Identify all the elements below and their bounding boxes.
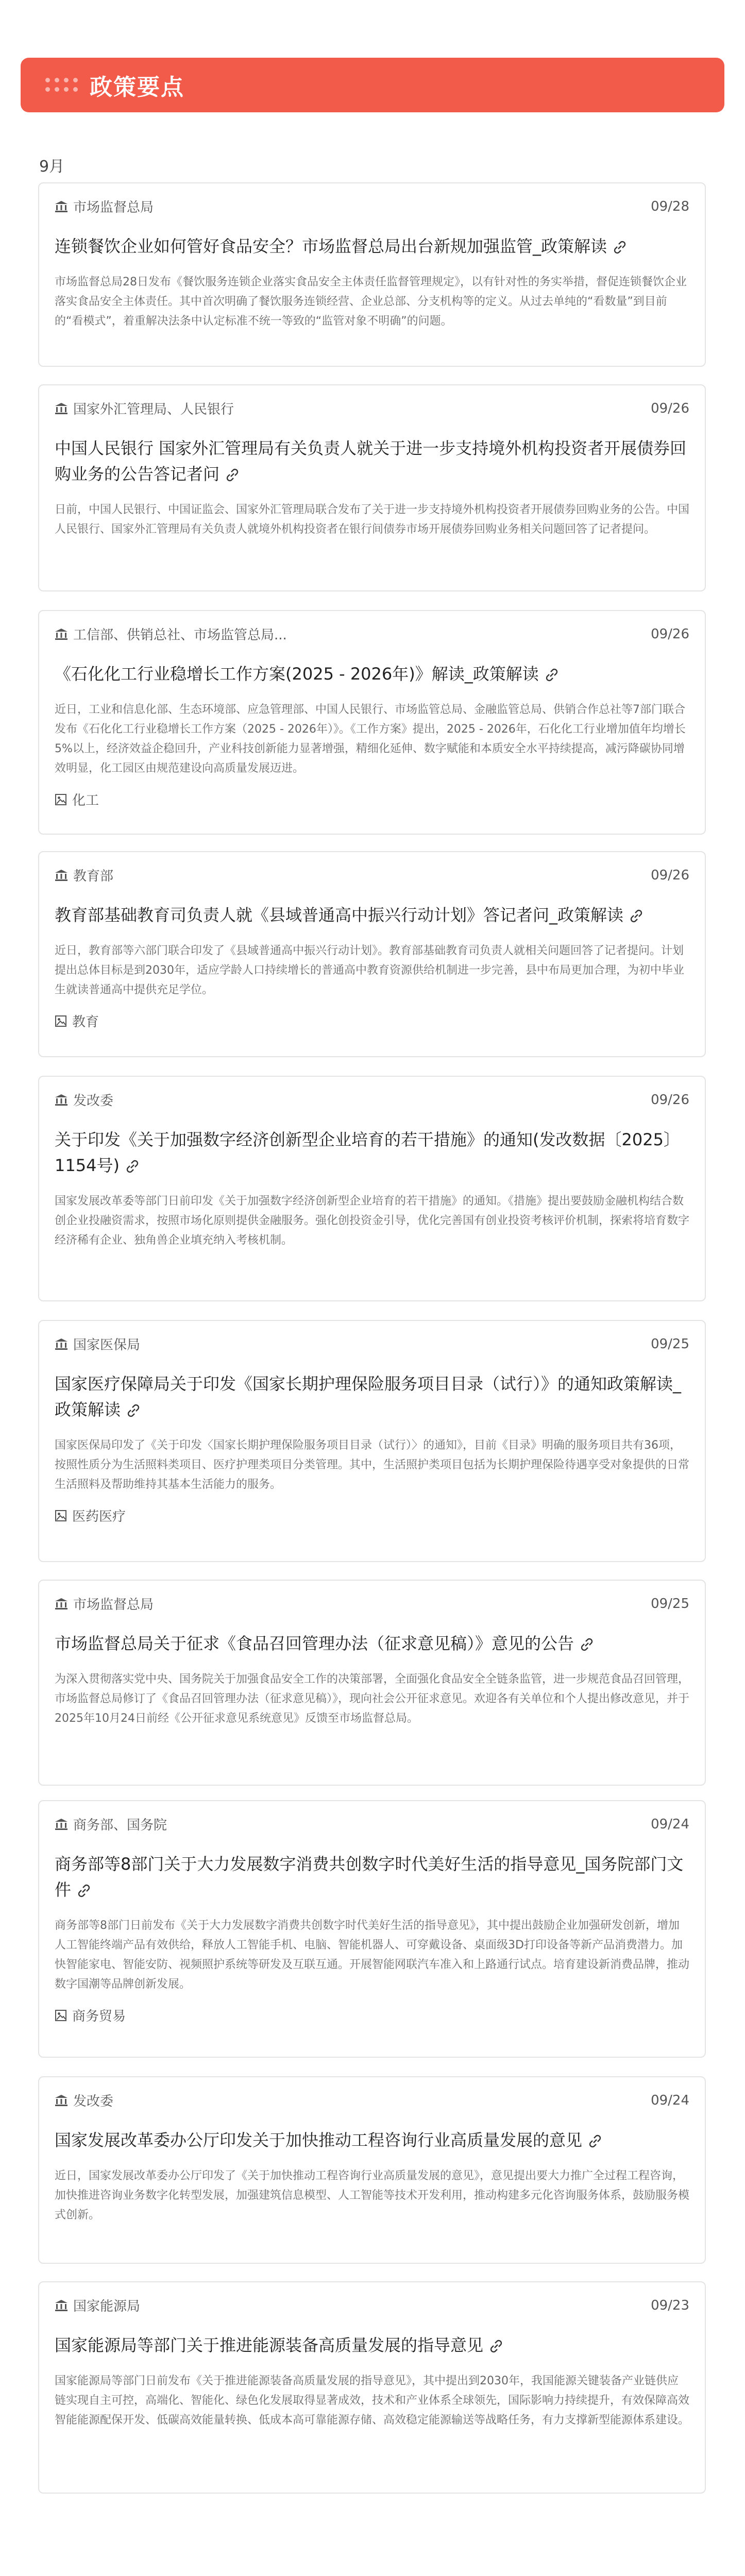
policy-card[interactable] bbox=[38, 1580, 706, 1786]
card-title-link[interactable] bbox=[55, 661, 689, 687]
link-icon[interactable] bbox=[544, 667, 560, 683]
card-title-link[interactable] bbox=[55, 2332, 689, 2358]
card-title-link[interactable] bbox=[55, 1631, 689, 1656]
link-icon[interactable] bbox=[488, 2338, 504, 2354]
policy-card[interactable] bbox=[38, 1076, 706, 1301]
card-summary: 国家医保局印发了《关于印发〈国家长期护理保险服务项目目录（试行）〉的通知》，目前《目录》明确的服务项目共有36项，按照性质分为生活照料类项目、医疗护理类项目分类管理。其中，生活照护类项目包括为长期护理保险待遇享受对象提供的日常生活照料及帮助维持其基本生活能力的服务。 bbox=[55, 1439, 690, 1491]
card-source: 国家医保局 bbox=[73, 1337, 141, 1353]
policy-card[interactable] bbox=[38, 2281, 706, 2494]
banner-dots-decoration bbox=[45, 76, 81, 94]
policy-card[interactable] bbox=[38, 2076, 706, 2264]
card-source: 国家能源局 bbox=[73, 2299, 141, 2314]
card-date: 09/24 bbox=[651, 2092, 689, 2108]
month-label: 9月 bbox=[39, 158, 65, 176]
card-title-link[interactable] bbox=[55, 1851, 689, 1903]
card-source: 商务部、国务院 bbox=[73, 1818, 167, 1833]
card-industry-tag[interactable] bbox=[55, 2006, 689, 2025]
card-summary: 近日，教育部等六部门联合印发了《县域普通高中振兴行动计划》。教育部基础教育司负责人就相关问题回答了记者提问。计划提出总体目标是到2030年，适应学龄人口持续增长的普通高中教育资源供给机制进一步完善，县中布局更加合理，为初中毕业生就读普通高中提供充足学位。 bbox=[55, 944, 684, 996]
card-title-text: 国家医疗保障局关于印发《国家长期护理保险服务项目目录（试行）》的通知政策解读_政策解读 bbox=[55, 1374, 682, 1419]
card-summary: 日前，中国人民银行、中国证监会、国家外汇管理局联合发布了关于进一步支持境外机构投资者开展债券回购业务的公告。中国人民银行、国家外汇管理局有关负责人就境外机构投资者在银行间债券市场开展债券回购业务相关问题回答了记者提问。 bbox=[55, 503, 690, 536]
card-summary: 近日，国家发展改革委办公厅印发了《关于加快推动工程咨询行业高质量发展的意见》，意见提出要大力推广全过程工程咨询，加快推进咨询业务数字化转型发展，加强建筑信息模型、人工智能等技术开发利用，推动构建多元化咨询服务体系，鼓励服务模式创新。 bbox=[55, 2170, 690, 2222]
card-title-link[interactable] bbox=[55, 1127, 689, 1178]
card-title-text: 教育部基础教育司负责人就《县域普通高中振兴行动计划》答记者问_政策解读 bbox=[55, 905, 624, 925]
card-source: 国家外汇管理局、人民银行 bbox=[73, 402, 234, 417]
card-industry-tag[interactable] bbox=[55, 790, 689, 809]
link-icon[interactable] bbox=[612, 240, 628, 255]
card-summary: 为深入贯彻落实党中央、国务院关于加强食品安全工作的决策部署，全面强化食品安全全链条监管，进一步规范食品召回管理，市场监督总局修订了《食品召回管理办法（征求意见稿）》，现向社会公开征求意见。欢迎各有关单位和个人提出修改意见，并于2025年10月24日前经《公开征求意见系统意见》反馈至市场监督总局。 bbox=[55, 1673, 690, 1725]
card-date: 09/28 bbox=[651, 198, 689, 214]
card-industry-tag[interactable] bbox=[55, 1011, 689, 1030]
card-title-link[interactable] bbox=[55, 233, 689, 259]
card-title-text: 国家发展改革委办公厅印发关于加快推动工程咨询行业高质量发展的意见 bbox=[55, 2130, 583, 2150]
bank-icon bbox=[55, 2299, 68, 2312]
policy-card[interactable] bbox=[38, 1320, 706, 1562]
card-date: 09/25 bbox=[651, 1596, 689, 1612]
tag-icon bbox=[55, 1510, 67, 1522]
card-title-text: 连锁餐饮企业如何管好食品安全？市场监督总局出台新规加强监管_政策解读 bbox=[55, 236, 607, 256]
card-source: 市场监督总局 bbox=[73, 200, 154, 215]
tag-icon bbox=[55, 793, 67, 806]
card-summary: 商务部等8部门日前发布《关于大力发展数字消费共创数字时代美好生活的指导意见》，其中提出鼓励企业加强研发创新，增加人工智能终端产品有效供给，释放人工智能手机、电脑、智能机器人、可穿戴设备、桌面级3D打印设备等新产品消费潜力。加快智能家电、智能安防、视频照护系统等研发及互联互通。开展智能网联汽车准入和上路通行试点。培育建设新消费品牌，推动数字国潮等品牌创新发展。 bbox=[55, 1919, 690, 1991]
policy-card[interactable] bbox=[38, 1800, 706, 2058]
card-title-link[interactable] bbox=[55, 435, 689, 487]
page-title: 政策要点 bbox=[90, 74, 184, 100]
card-tag-label: 医药医疗 bbox=[72, 1509, 126, 1524]
bank-icon bbox=[55, 628, 68, 640]
card-title-text: 《石化化工行业稳增长工作方案(2025 - 2026年)》解读_政策解读 bbox=[55, 664, 539, 684]
link-icon[interactable] bbox=[629, 908, 644, 924]
bank-icon bbox=[55, 869, 68, 882]
card-summary: 国家能源局等部门日前发布《关于推进能源装备高质量发展的指导意见》，其中提出到2030年，我国能源关键装备产业链供应链实现自主可控，高端化、智能化、绿色化发展取得显著成效，技术和产业体系全球领先，国际影响力持续提升，有效保障高效智能能源配保开发、低碳高效能量转换、低成本高可靠能源存储、高效稳定能源输送等战略任务，有力支撑新型能源体系建设。 bbox=[55, 2375, 690, 2427]
card-title-text: 商务部等8部门关于大力发展数字消费共创数字时代美好生活的指导意见_国务院部门文件 bbox=[55, 1854, 684, 1900]
card-date: 09/26 bbox=[651, 400, 689, 416]
tag-icon bbox=[55, 2009, 67, 2022]
card-title-link[interactable] bbox=[55, 2127, 689, 2153]
link-icon[interactable] bbox=[126, 1403, 141, 1418]
bank-icon bbox=[55, 1094, 68, 1106]
policy-card[interactable] bbox=[38, 610, 706, 835]
card-title-text: 关于印发《关于加强数字经济创新型企业培育的若干措施》的通知(发改数据〔2025〕1154号) bbox=[55, 1130, 680, 1175]
card-source: 发改委 bbox=[73, 1093, 114, 1109]
card-title-text: 国家能源局等部门关于推进能源装备高质量发展的指导意见 bbox=[55, 2335, 484, 2355]
bank-icon bbox=[55, 1338, 68, 1350]
card-source: 发改委 bbox=[73, 2094, 114, 2109]
policy-card[interactable] bbox=[38, 851, 706, 1057]
bank-icon bbox=[55, 402, 68, 415]
page-banner bbox=[21, 58, 724, 112]
link-icon[interactable] bbox=[225, 467, 240, 483]
link-icon[interactable] bbox=[76, 1883, 92, 1899]
card-date: 09/23 bbox=[651, 2297, 689, 2313]
tag-icon bbox=[55, 1015, 67, 1027]
link-icon[interactable] bbox=[125, 1159, 140, 1174]
link-icon[interactable] bbox=[579, 1637, 595, 1652]
card-date: 09/26 bbox=[651, 626, 689, 642]
card-tag-label: 化工 bbox=[72, 793, 99, 808]
card-summary: 市场监督总局28日发布《餐饮服务连锁企业落实食品安全主体责任监督管理规定》，以有针对性的务实举措，督促连锁餐饮企业落实食品安全主体责任。其中首次明确了餐饮服务连锁经营、企业总部、分支机构等的定义。从过去单纯的“看数量”到目前的“看模式”，着重解决法条中认定标准不统一等致的“监管对象不明确”的问题。 bbox=[55, 276, 687, 328]
card-title-link[interactable] bbox=[55, 1371, 689, 1422]
card-date: 09/25 bbox=[651, 1336, 689, 1352]
policy-card[interactable] bbox=[38, 182, 706, 367]
card-date: 09/24 bbox=[651, 1816, 689, 1832]
card-title-link[interactable] bbox=[55, 902, 689, 928]
card-source: 市场监督总局 bbox=[73, 1597, 154, 1613]
card-title-text: 中国人民银行 国家外汇管理局有关负责人就关于进一步支持境外机构投资者开展债券回购业务的公告答记者问 bbox=[55, 438, 687, 484]
card-industry-tag[interactable] bbox=[55, 1506, 689, 1525]
card-summary: 近日，工业和信息化部、生态环境部、应急管理部、中国人民银行、市场监管总局、金融监管总局、供销合作总社等7部门联合发布《石化化工行业稳增长工作方案（2025 - 2026年）》。《工作方案》提出，2025 - 2026年，石化化工行业增加值年均增长5%以上，经济效益企稳回升，产业科技创新能力显著增强，精细化延伸、数字赋能和本质安全水平持续提高，减污降碳协同增效明显，化工园区由规范建设向高质量发展迈进。 bbox=[55, 703, 686, 775]
bank-icon bbox=[55, 2094, 68, 2107]
card-date: 09/26 bbox=[651, 867, 689, 883]
bank-icon bbox=[55, 1818, 68, 1831]
card-title-text: 市场监督总局关于征求《食品召回管理办法（征求意见稿）》意见的公告 bbox=[55, 1634, 574, 1653]
policy-card[interactable] bbox=[38, 384, 706, 591]
card-source: 工信部、供销总社、市场监管总局... bbox=[73, 628, 287, 643]
card-source: 教育部 bbox=[73, 869, 114, 884]
bank-icon bbox=[55, 1598, 68, 1610]
bank-icon bbox=[55, 200, 68, 213]
link-icon[interactable] bbox=[587, 2133, 603, 2149]
card-summary: 国家发展改革委等部门日前印发《关于加强数字经济创新型企业培育的若干措施》的通知。《措施》提出要鼓励金融机构结合数创企业投融资需求，按照市场化原则提供金融服务。强化创投资金引导，优化完善国有创业投资考核评价机制，探索将培育数字经济稀有企业、独角兽企业填充纳入考核机制。 bbox=[55, 1195, 690, 1247]
card-tag-label: 商务贸易 bbox=[72, 2009, 126, 2024]
card-date: 09/26 bbox=[651, 1092, 689, 1108]
card-tag-label: 教育 bbox=[72, 1014, 99, 1030]
